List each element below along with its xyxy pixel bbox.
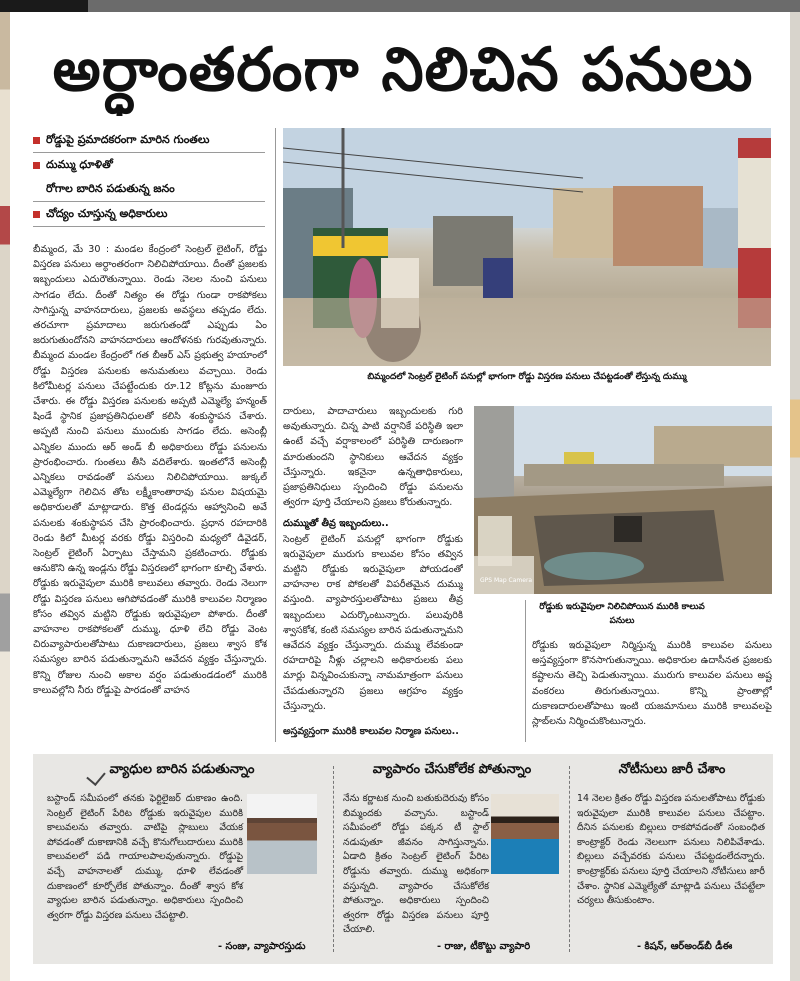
article-text: సెంట్రల్ లైటింగ్ పనుల్లో భాగంగా రోడ్డుకు ఇరువైపులా మురుగు కాలువల కోసం తవ్విన మట్టిని రోడ్డుకు ఇరువైపులా పోయడంతో వాహనాల రాక పోకలతో విపరీతమైన దుమ్ము వస్తుంది. వ్యాపారస్తులతోపాటు ప్రజలు తీవ్ర ఇబ్బందులు ఎదుర్కొంటున్నారు. పలువురికి శ్వాసకోశ, కంటి సమస్యల బారిన పడుతున్నామని ఆవేదన వ్యక్తం చేస్తున్నారు. దుమ్ము లేవకుండా రహదారిపై నీళ్లు చల్లాలని అధికారులకు పలు మార్లు విన్నవించుకున్నా నామమాత్రంగా పనులు చేపడుతున్నారని ప్రజలు ఆగ్రహం వ్యక్తం చేస్తున్నారు. xyxy=(283,533,463,712)
article-subheading: దుమ్ముతో తీవ్ర ఇబ్బందులు.. xyxy=(283,518,389,530)
article-subheading-bottom: అస్తవ్యస్తంగా మురికి కాలువల నిర్మాణ పనులు.. xyxy=(283,726,459,737)
article-column-1 xyxy=(33,242,267,742)
quote-box-2 xyxy=(337,754,567,964)
article-text: రోడ్డుకు ఇరువైపులా నిర్మిస్తున్న మురికి కాలువల పనులు అస్తవ్యస్తంగా కొనసాగుతున్నాయి. అధికారుల ఉదాసీనత ప్రజలకు కష్టాలను తెచ్చి పెడుతున్నాయి. మురుగు కాలువల పనులు అష్ట వంకరలు తిరుగుతున్నాయి. కొన్ని ప్రాంతాల్లో దుకాణదారులతోపాటు ఇంటి యజమానులు మురికి కాలువలపై స్లాబ్‌లను నిర్మించుకొంటున్నారు. xyxy=(532,640,772,728)
highlight-item: దుమ్ము ధూళితో xyxy=(33,153,265,177)
article-column-3 xyxy=(532,638,772,742)
person-photo xyxy=(491,794,559,874)
top-bar xyxy=(0,0,800,12)
drain-trench-photo xyxy=(474,406,772,594)
highlights-box xyxy=(33,128,265,227)
bullet-square-icon xyxy=(33,162,40,169)
article-column-2 xyxy=(283,404,463,738)
highlight-item: రోడ్డుపై ప్రమాదకరంగా మారిన గుంతలు xyxy=(33,128,265,153)
article-text: బీమ్మంద, మే 30 : మండల కేంద్రంలో సెంట్రల్ లైటింగ్, రోడ్డు విస్తరణ పనులు అర్ధాంతరంగా నిలిచిపోయాయి. దీంతో ప్రజలకు ఇబ్బందులు ఎదురౌతున్నాయి. రెండు నెలల నుంచి పనులు సాగడం లేదు. దీంతో నిత్యం ఈ రోడ్డు గుండా రాకపోకలు సాగిస్తున్న వాహనదారులు, ప్రజలకు అవస్థలు తప్పడం లేదు. తరచూగా ప్రమాదాలు జరుగుతండో ఎప్పుడు ఏం జరుగుతుందోనని వాహనదారులు ఆందోళనకు గురవుతున్నారు. బీమ్మంద మండల కేంద్రంలో గత బీఆర్ ఎస్ ప్రభుత్వ హయాంలో రోడ్డు విస్తరణ పనులకు అనుమతులు వచ్చాయి. రెండు కిలోమీటర్ల పనులు చేపట్టేందుకు రూ.12 కోట్లను మంజూరు చేశారు. ఈ రోడ్డు విస్తరణ పనులకు అప్పటి ఎమ్మెల్యే హన్మంత్ షిండే స్థానిక ప్రజాప్రతినిధులతో కలిసి శంకుస్థాపన చేశారు. అప్పటి నుంచి పనులు ముందుకు సాగడం లేదు. అసెంబ్లీ ఎన్నికల ముందు ఆర్ అండ్ బీ అధికారులు రోడ్డు పనులను ప్రారంభించారు. గుంతలు తీసి వదిలేశారు. ఇంతలోనే అసెంబ్లీ ఎన్నికలు రావడంతో పనులు నిలిచిపోయాయి. జుక్కల్ ఎమ్మెల్యేగా గెలిచిన తోట లక్ష్మీకాంతారావు పనుల విషయమై అధికారులతో మాట్లాడారు. కొత్త టెండర్లను ఆహ్వానించి అవే పనులకు శంకుస్థాపన చేసి ప్రారంభించారు. ప్రధాన రహదారికి రెండు కిలో మీటర్ల వరకు రోడ్డు విస్తరించి మధ్యలో డివైడర్, సెంట్రల్ లైటింగ్ ఏర్పాటు చేస్తామని ప్రకటించారు. రోడ్డుకు ఆనుకొని ఉన్న ఇండ్లను రోడ్డు విస్తరణలో భాగంగా కూల్చి వేశారు. రోడ్డుకు ఇరువైపులా మురికి కాలువలు తవ్వారు. రెండు నెలుగా రోడ్డు విస్తరణ పనులు ఆగిపోవడంతో మురికి కాలువల నిర్మాణం కోసం తవ్విన మట్టిని రోడ్డుకు ఇరువైపులా పోశారు. దీంతో వాహనాల రాకపోకలతో దుమ్ము, ధూళి లేచి రోడ్డు వెంట చిరువ్యాపారులతోపాటు దుకాణదారులు, ప్రజలు శ్వాస కోశ సమస్యల బారిన పడుతున్నామని ఆవేదన వ్యక్తం చేస్తున్నారు. కొన్ని రోజుల నుంచి అకాల వర్షం పడుతుండడంలో మురికి కాలువల్లోని నీరు రోడ్డుపై పారడంతో వాహన xyxy=(33,244,267,696)
quote-box-1 xyxy=(33,754,331,964)
highlight-item: చోద్యం చూస్తున్న అధికారులు xyxy=(33,202,265,227)
quote-body: 14 నెలల క్రితం రోడ్డు విస్తరణ పనులతోపాటు రోడ్డుకు ఇరువైపులా మురికి కాలువల పనులు చేపట్టాం. దీనిన పనులకు బిల్లులు రాకపోవడంతో సంబంధిత కాంట్రాక్టర్ రెండు నెలలుగా పనులు నిలిపివేశాడు. బిల్లులు వచ్చేవరకు పనులు చేపట్టడంలేదన్నారు. కాంట్రాక్టర్‌కు పనులు పూర్తి చేయాలని నోటీసులు జారీ చేశాం. స్థానిక ఎమ్మెల్యేతో మాట్లాడి పనులు చేపట్టేలా చర్యలు తీసుకుంటాం. xyxy=(577,793,765,907)
column-divider xyxy=(525,600,526,742)
quote-title: నోటీసులు జారీ చేశాం xyxy=(618,762,726,777)
quotes-panel xyxy=(33,754,773,964)
quote-signature: - కిషన్, ఆర్‌అండ్‌బీ డీఈ xyxy=(637,941,733,952)
box-divider xyxy=(569,766,570,952)
street-dust-photo xyxy=(283,128,771,366)
photo-caption: రోడ్డుకు ఇరువైపులా నిలిచిపోయిన మురికి కాలువ పనులు xyxy=(539,602,705,626)
quote-signature: - సంజు, వ్యాపారస్తుడు xyxy=(218,941,306,952)
adjacent-page-strip-right xyxy=(790,12,800,981)
quote-body: నేను కర్ణాటక నుంచి బతుకుదెరువు కోసం బిమ్మందకు వచ్చాను. బస్టాండ్ సమీపంలో రోడ్డు పక్కన టీ స్టాల్ నడుపుతూ జీవనం సాగిస్తున్నాను. ఏడాది క్రితం సెంట్రల్ లైటింగ్ పేరిట రోడ్డును తవ్వారు. దుమ్ము అధికంగా వస్తున్నది. వ్యాపారం చేసుకోలేక పోతున్నాం. అధికారులు స్పందించి త్వరగా రోడ్డు విస్తరణ పనులు పూర్తి చేయాలి. xyxy=(343,793,489,936)
quote-body: బస్టాండ్ సమీపంలో తనకు ఫెర్టిలైజర్ దుకాణం ఉంది. సెంట్రల్ లైటింగ్ పేరిట రోడ్డుకు ఇరువైపుల మురికి కాలువలను తవ్వారు. వాటిపై స్లాబులు వేయక పోవడంతో దుకాణానికి వచ్చే కొనుగోలుదారులు మురికి కాలువలలో పడి గాయాలపాలవుతున్నారు. రోడ్డుపై వచ్చే వాహనాలతో దుమ్ము, ధూళి లేవడంతో దుకాణంలో కూర్చోలేక పోతున్నాం. దీంతో శ్వాస కోశ వ్యాధుల బారిన పడుతున్నాం. అధికారులు స్పందించి త్వరగా రోడ్డు విస్తరణ పనులు చేపట్టాలి. xyxy=(47,793,243,921)
quote-signature: - రాజు, టీకొట్టు వ్యాపారి xyxy=(437,941,531,952)
bullet-square-icon xyxy=(33,137,40,144)
photo-watermark: GPS Map Camera xyxy=(480,577,533,584)
quote-box-3 xyxy=(571,754,773,964)
person-photo xyxy=(247,794,317,874)
highlight-item: రోగాల బారిన పడుతున్న జనం xyxy=(33,177,265,202)
column-divider xyxy=(275,128,276,742)
box-divider xyxy=(333,766,334,952)
top-bar-tab xyxy=(0,0,88,12)
drain-trench-photo-drawing xyxy=(474,406,772,594)
quote-title: వ్యాపారం చేసుకోలేక పోతున్నాం xyxy=(372,762,532,777)
photo-caption: బిమ్మందలో సెంట్రల్ లైటింగ్ పనుల్లో భాగంగా రోడ్డు విస్తరణ పనులు చేపట్టడంతో లేస్తున్న దుమ్ము xyxy=(367,372,687,382)
street-dust-photo-drawing xyxy=(283,128,771,366)
bullet-square-icon xyxy=(33,211,40,218)
adjacent-page-strip-left xyxy=(0,12,10,981)
page-headline: అర్ధాంతరంగా నిలిచిన పనులు xyxy=(52,35,754,105)
article-text: దారులు, పాదాచారులు ఇబ్బందులకు గురి అవుతున్నారు. చిన్న పాటి వర్షానికే పరిస్థితి ఇలా ఉంటే వచ్చే వర్షాకాలంలో పరిస్థితి దారుణంగా మారుతుందని స్థానికులు ఆవేదన వ్యక్తం చేస్తున్నారు. ఇకనైనా ఉన్నతాధికారులు, ప్రజాప్రతినిధులు స్పందించి రోడ్డు పనులను త్వరగా పూర్తి చేయాలని ప్రజలు కోరుతున్నారు. xyxy=(283,406,463,509)
quote-title: వ్యాధుల బారిన పడుతున్నాం xyxy=(109,762,255,777)
